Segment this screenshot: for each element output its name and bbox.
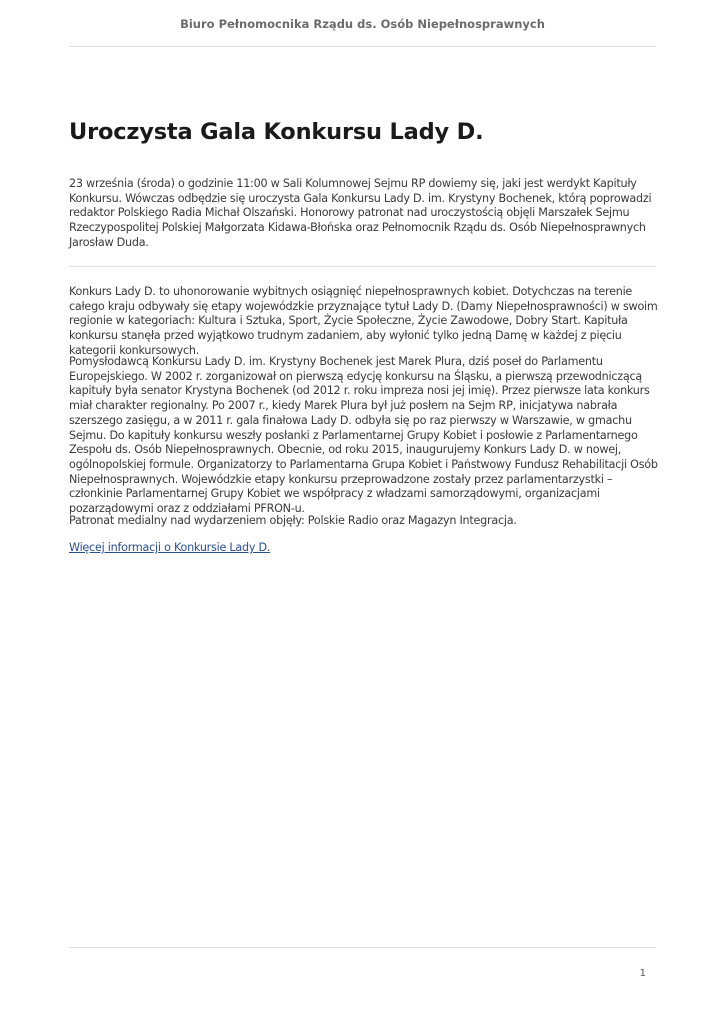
body-paragraph: Pomysłodawcą Konkursu Lady D. im. Krystyny Bochenek jest Marek Plura, dziś poseł do Parlamentu Europejskiego. W 2002 r. zorganizował on pierwszą edycję konkursu na Śląsku, a pierwszą przewodniczącą kapituły była senator Krystyna Bochenek (od 2012 r. roku impreza nosi jej imię). Przez pierwsze lata konkurs miał charakter regionalny. Po 2007 r., kiedy Marek Plura był już posłem na Sejm RP, inicjatywa nabrała szerszego zasięgu, a w 2011 r. gala finałowa Lady D. odbyła się po raz pierwszy w Warszawie, w gmachu Sejmu. Do kapituły konkursu weszły posłanki z Parlamentarnej Grupy Kobiet i posłowie z Parlamentarnego Zespołu ds. Osób Niepełnosprawnych. Obecnie, od roku 2015, inaugurujemy Konkurs Lady D. w nowej, ogólnopolskiej formule. Organizatorzy to Parlamentarna Grupa Kobiet i Państwowy Fundusz Rehabilitacji Osób Niepełnosprawnych. Wojewódzkie etapy konkursu przeprowadzone zostały przez parlamentarzystki – członkinie Parlamentarnej Grupy Kobiet we współpracy z władzami samorządowymi, organizacjami pozarządowymi oraz z oddziałami PFRON-u.	[69, 355, 658, 516]
header-title: Biuro Pełnomocnika Rządu ds. Osób Niepełnosprawnych	[180, 17, 545, 31]
page-number: 1	[639, 968, 646, 979]
lead-paragraph: 23 września (środa) o godzinie 11:00 w Sali Kolumnowej Sejmu RP dowiemy się, jaki jest werdykt Kapituły Konkursu. Wówczas odbędzie się uroczysta Gala Konkursu Lady D. im. Krystyny Bochenek, którą poprowadzi redaktor Polskiego Radia Michał Olszański. Honorowy patronat nad uroczystością objęli Marszałek Sejmu Rzeczypospolitej Polskiej Małgorzata Kidawa-Błońska oraz Pełnomocnik Rządu ds. Osób Niepełnosprawnych Jarosław Duda.	[69, 177, 652, 249]
body-paragraph: Konkurs Lady D. to uhonorowanie wybitnych osiągnięć niepełnosprawnych kobiet. Dotychczas na terenie całego kraju odbywały się etapy wojewódzkie przyznające tytuł Lady D. (Damy Niepełnosprawności) w swoim regionie w kategoriach: Kultura i Sztuka, Sport, Życie Społeczne, Życie Zawodowe, Dobry Start. Kapituła konkursu stanęła przed wyjątkowo trudnym zadaniem, aby wyłonić tylko jedną Damę w każdej z pięciu kategorii konkursowych.	[69, 285, 658, 357]
header-divider	[69, 46, 656, 47]
more-info-link[interactable]: Więcej informacji o Konkursie Lady D.	[69, 541, 271, 554]
footer-divider	[69, 947, 656, 948]
body-paragraph: Patronat medialny nad wydarzeniem objęły: Polskie Radio oraz Magazyn Integracja.	[69, 514, 517, 527]
section-divider	[69, 266, 656, 267]
page-title: Uroczysta Gala Konkursu Lady D.	[69, 119, 484, 145]
